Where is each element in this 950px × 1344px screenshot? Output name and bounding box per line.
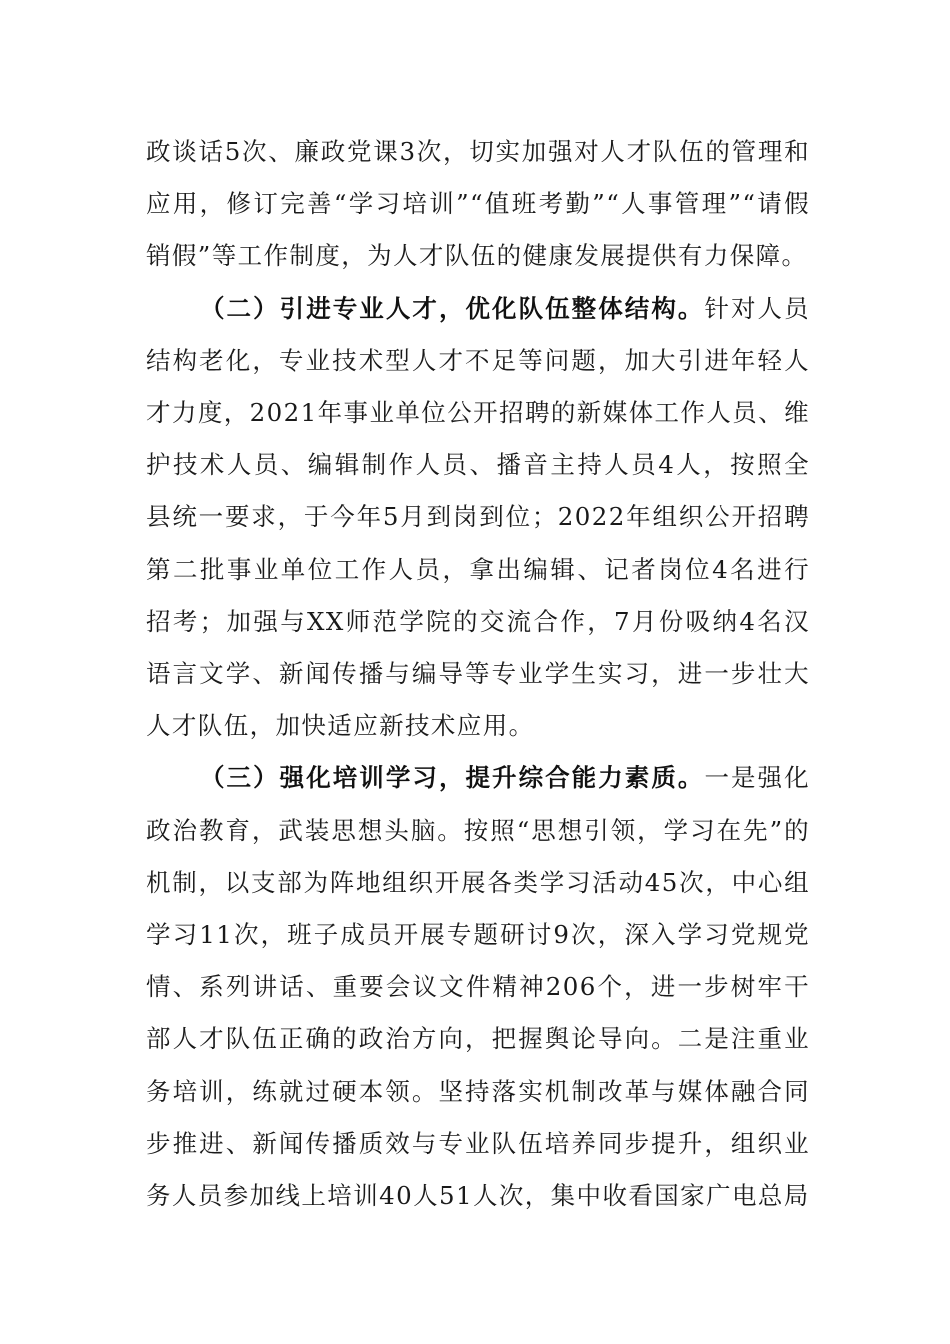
document-body bbox=[146, 126, 810, 1222]
paragraph-section-2 bbox=[146, 283, 810, 753]
paragraph-continued bbox=[146, 126, 810, 283]
paragraph-section-3 bbox=[146, 752, 810, 1222]
section-heading: （二）引进专业人才，优化队伍整体结构。 bbox=[200, 293, 705, 323]
paragraph-text: 政谈话5次、廉政党课3次，切实加强对人才队伍的管理和应用，修订完善“学习培训”“值班考勤”“人事管理”“请假销假”等工作制度，为人才队伍的健康发展提供有力保障。 bbox=[146, 137, 810, 271]
paragraph-text: 针对人员结构老化，专业技术型人才不足等问题，加大引进年轻人才力度，2021年事业单位公开招聘的新媒体工作人员、维护技术人员、编辑制作人员、播音主持人员4人，按照全县统一要求，于今年5月到岗到位；2022年组织公开招聘第二批事业单位工作人员，拿出编辑、记者岗位4名进行招考；加强与XX师范学院的交流合作，7月份吸纳4名汉语言文学、新闻传播与编导等专业学生实习，进一步壮大人才队伍，加快适应新技术应用。 bbox=[146, 293, 810, 741]
paragraph-text: 一是强化政治教育，武装思想头脑。按照“思想引领，学习在先”的机制，以支部为阵地组织开展各类学习活动45次，中心组学习11次，班子成员开展专题研讨9次，深入学习党规党情、系列讲话、重要会议文件精神206个，进一步树牢干部人才队伍正确的政治方向，把握舆论导向。二是注重业务培训，练就过硬本领。坚持落实机制改革与媒体融合同步推进、新闻传播质效与专业队伍培养同步提升，组织业务人员参加线上培训40人51人次，集中收看国家广电总局 bbox=[146, 763, 810, 1211]
section-heading: （三）强化培训学习，提升综合能力素质。 bbox=[200, 763, 705, 793]
